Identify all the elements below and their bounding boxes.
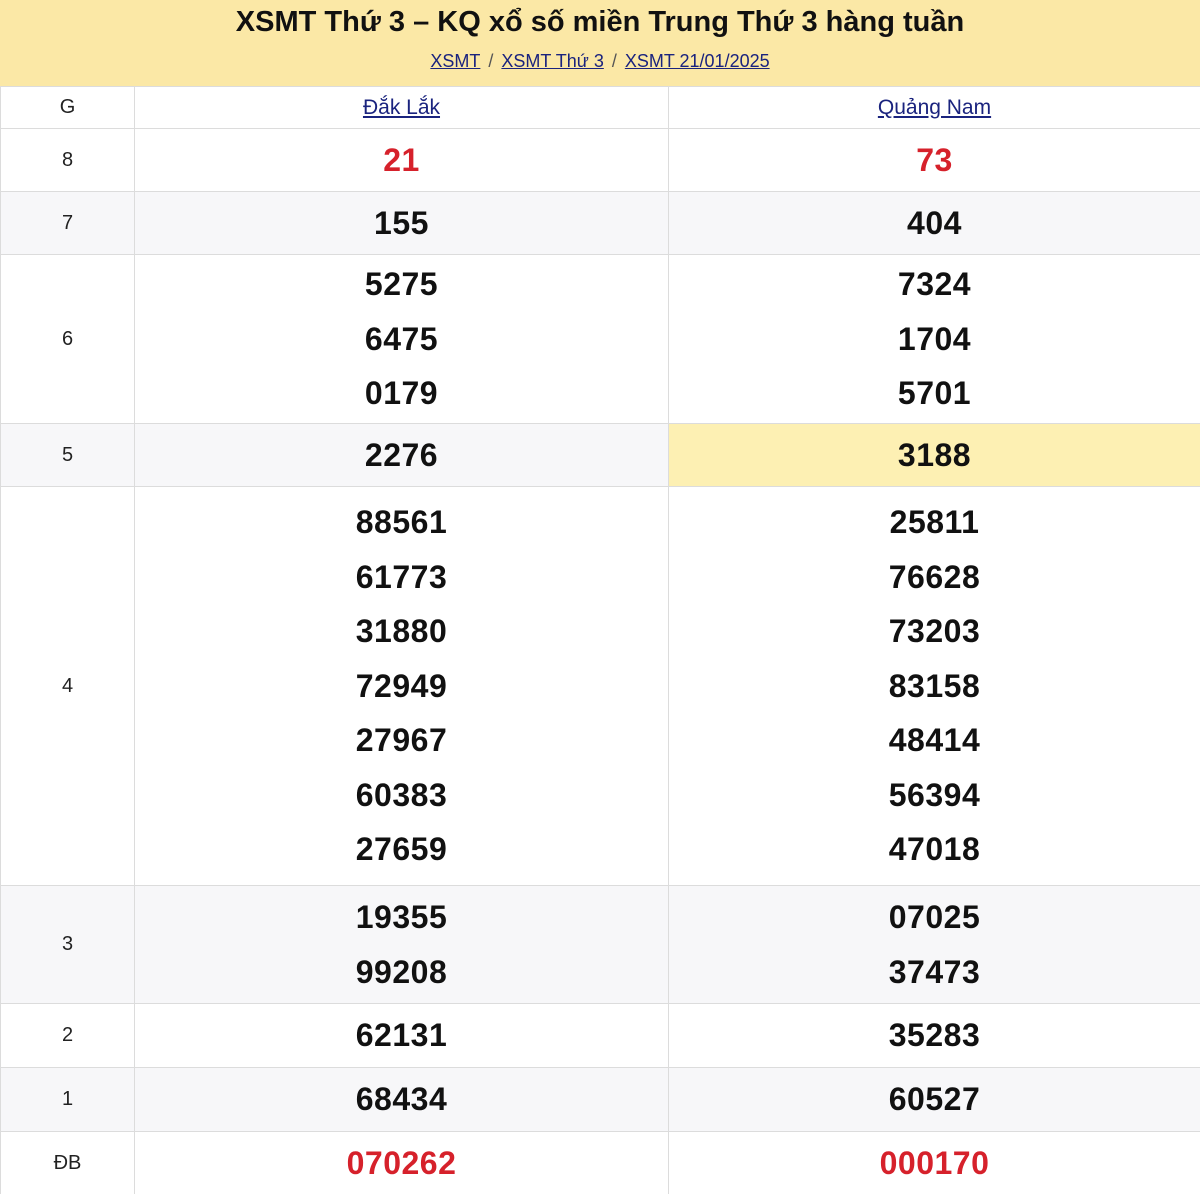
prize-label-cell <box>0 487 135 885</box>
prize-label: 5 <box>61 443 74 466</box>
prize-label: 2 <box>61 1024 74 1046</box>
result-number: 68434 <box>355 1081 448 1118</box>
result-number: 62131 <box>355 1017 448 1054</box>
table-row <box>0 1003 1200 1067</box>
result-number: 27967 <box>355 722 448 759</box>
prize-label: 1 <box>61 1088 74 1110</box>
result-number: 19355 <box>355 899 448 935</box>
table-row <box>0 885 1200 1003</box>
result-number: 25811 <box>889 504 980 541</box>
daklak-result-cell <box>135 886 669 1003</box>
result-number: 73 <box>916 141 953 178</box>
page-header <box>0 0 1200 86</box>
result-number: 1704 <box>897 320 972 357</box>
daklak-result-cell <box>135 1068 669 1131</box>
result-number: 6475 <box>364 320 439 357</box>
prize-label: 8 <box>61 148 74 171</box>
daklak-result-cell <box>135 1132 669 1194</box>
result-number: 000170 <box>879 1144 990 1181</box>
result-number: 76628 <box>888 558 981 595</box>
table-row <box>0 486 1200 885</box>
quangnam-result-cell <box>669 487 1200 885</box>
result-number: 070262 <box>346 1144 457 1181</box>
prize-label-cell <box>0 1004 135 1067</box>
quangnam-result-cell <box>669 129 1200 191</box>
result-number: 72949 <box>355 667 448 704</box>
daklak-result-cell <box>135 424 669 486</box>
result-number: 37473 <box>888 953 981 990</box>
province-link-quangnam[interactable]: Quảng Nam <box>877 95 992 119</box>
result-number: 56394 <box>888 776 981 813</box>
result-number: 5701 <box>897 375 972 412</box>
result-number: 88561 <box>355 504 448 541</box>
prize-label-cell <box>0 255 135 423</box>
prize-label-cell <box>0 1132 135 1194</box>
table-header-row <box>0 86 1200 128</box>
breadcrumb-separator: / <box>488 51 494 71</box>
daklak-result-cell <box>135 255 669 423</box>
result-number: 73203 <box>888 613 981 650</box>
prize-label-cell <box>0 129 135 191</box>
result-number: 07025 <box>888 899 981 935</box>
province-header-1 <box>135 87 669 128</box>
result-number: 83158 <box>888 667 981 704</box>
daklak-result-cell <box>135 487 669 885</box>
result-number: 21 <box>383 141 420 178</box>
prize-label-cell <box>0 424 135 486</box>
result-number: 60383 <box>355 776 448 813</box>
result-number: 48414 <box>888 722 981 759</box>
result-number: 7324 <box>897 266 972 303</box>
daklak-result-cell <box>135 1004 669 1067</box>
result-number: 31880 <box>355 613 448 650</box>
result-number: 155 <box>374 204 429 241</box>
result-number: 5275 <box>364 266 439 303</box>
result-number: 27659 <box>355 831 448 868</box>
breadcrumb-xsmt-thu3-link[interactable]: XSMT Thứ 3 <box>501 51 604 71</box>
breadcrumb-separator: / <box>611 51 617 71</box>
table-row <box>0 1131 1200 1194</box>
result-number: 47018 <box>888 831 981 868</box>
col-g-header <box>0 87 135 128</box>
quangnam-result-cell <box>669 424 1200 486</box>
prize-label-cell <box>0 1068 135 1131</box>
quangnam-result-cell <box>669 192 1200 254</box>
result-number: 0179 <box>364 375 439 412</box>
breadcrumb-xsmt-link[interactable]: XSMT <box>430 51 481 71</box>
prize-label-cell <box>0 886 135 1003</box>
result-number: 3188 <box>897 436 972 473</box>
result-number: 35283 <box>888 1017 981 1054</box>
table-row <box>0 423 1200 486</box>
quangnam-result-cell <box>669 886 1200 1003</box>
prize-label: ĐB <box>53 1151 82 1174</box>
province-header-2 <box>669 87 1200 128</box>
quangnam-result-cell <box>669 1068 1200 1131</box>
result-number: 2276 <box>364 436 439 473</box>
page-title: XSMT Thứ 3 – KQ xổ số miền Trung Thứ 3 hàng tuần <box>235 6 965 38</box>
table-row <box>0 1067 1200 1131</box>
breadcrumb <box>0 50 1200 72</box>
prize-label: 7 <box>61 211 74 234</box>
result-number: 99208 <box>355 953 448 990</box>
quangnam-result-cell <box>669 1132 1200 1194</box>
quangnam-result-cell <box>669 255 1200 423</box>
table-row <box>0 254 1200 423</box>
result-number: 404 <box>907 204 962 241</box>
daklak-result-cell <box>135 129 669 191</box>
breadcrumb-date-link[interactable]: XSMT 21/01/2025 <box>624 51 770 71</box>
quangnam-result-cell <box>669 1004 1200 1067</box>
result-number: 61773 <box>355 558 448 595</box>
table-row <box>0 128 1200 191</box>
prize-label: 6 <box>61 327 74 350</box>
table-row <box>0 191 1200 254</box>
result-number: 60527 <box>888 1081 981 1118</box>
daklak-result-cell <box>135 192 669 254</box>
prize-label: 3 <box>61 933 74 955</box>
prize-label-cell <box>0 192 135 254</box>
province-link-daklak[interactable]: Đắk Lắk <box>362 95 441 119</box>
prize-label: 4 <box>61 674 74 697</box>
col-g-label: G <box>59 96 76 118</box>
